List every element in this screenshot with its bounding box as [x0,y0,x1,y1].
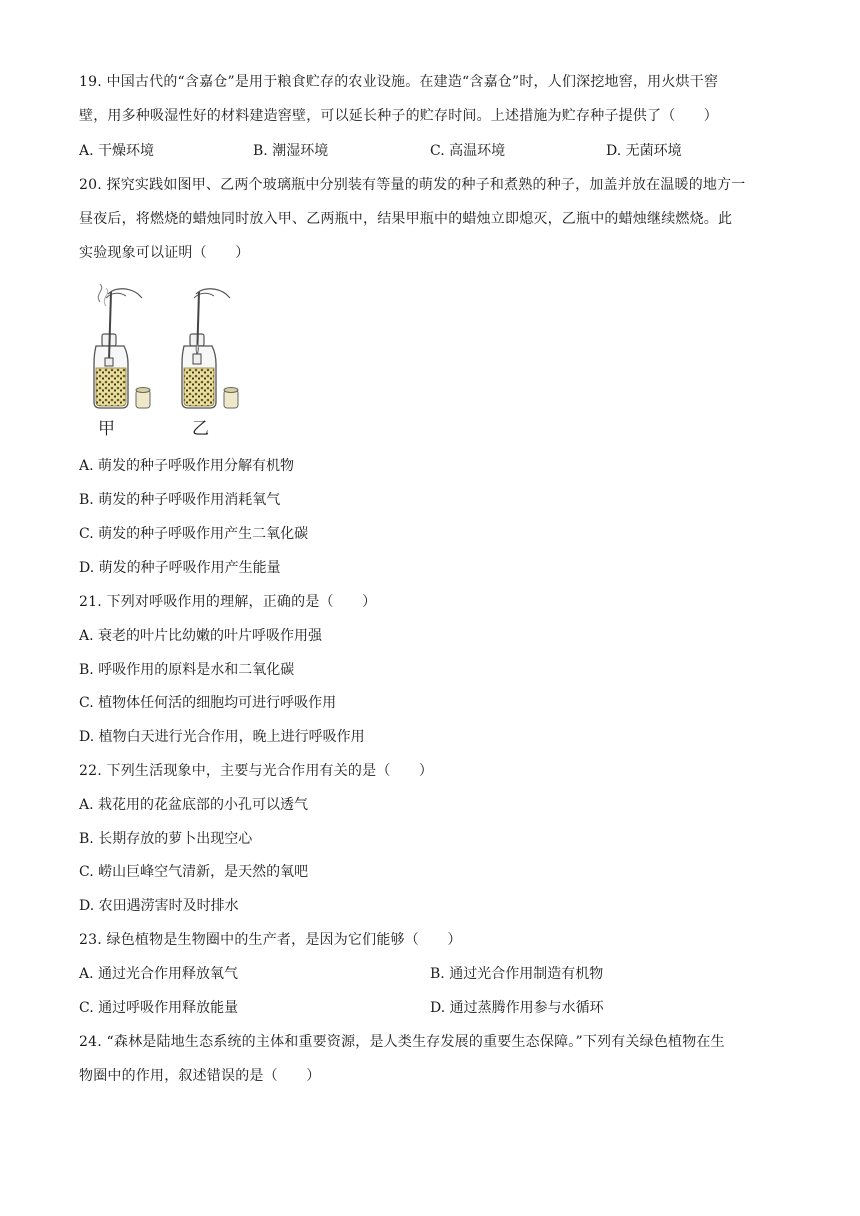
q20-option-c: C. 萌发的种子呼吸作用产生二氧化碳 [79,526,309,542]
q23-option-a: A. 通过光合作用释放氧气 [79,966,239,982]
q22-option-d: D. 农田遇涝害时及时排水 [79,898,239,914]
q19-option-d: D. 无菌环境 [606,143,682,159]
q19-option-b: B. 潮湿环境 [253,143,329,159]
q20-option-d: D. 萌发的种子呼吸作用产生能量 [79,560,281,576]
q23-option-c: C. 通过呼吸作用释放能量 [79,1000,239,1016]
q19-option-c: C. 高温环境 [430,143,506,159]
q24-stem-line-1: 24. “森林是陆地生态系统的主体和重要资源，是人类生存发展的重要生态保障。”下列有关绿色植物在生 [79,1034,725,1050]
q23-option-d: D. 通过蒸腾作用参与水循环 [430,1000,604,1016]
q19-stem-line-2: 壁，用多种吸湿性好的材料建造窖壁，可以延长种子的贮存时间。上述措施为贮存种子提供了（ ） [79,108,718,124]
q20-stem-line-3: 实验现象可以证明（ ） [79,245,250,261]
experiment-figure [86,284,246,444]
q21-stem: 21. 下列对呼吸作用的理解，正确的是（ ） [79,594,377,610]
q23-stem: 23. 绿色植物是生物圈中的生产者，是因为它们能够（ ） [79,932,462,948]
q20-stem-line-1: 20. 探究实践如图甲、乙两个玻璃瓶中分别装有等量的萌发的种子和煮熟的种子，加盖并放在温暖的地方一 [79,177,746,193]
figure-label-jia: 甲 [98,419,115,439]
q20-stem-line-2: 昼夜后，将燃烧的蜡烛同时放入甲、乙两瓶中，结果甲瓶中的蜡烛立即熄灭，乙瓶中的蜡烛继续燃烧。此 [79,211,733,227]
q22-option-a: A. 栽花用的花盆底部的小孔可以透气 [79,797,309,813]
q24-stem-line-2: 物圈中的作用，叙述错误的是（ ） [79,1068,321,1084]
q19-option-a: A. 干燥环境 [79,143,155,159]
figure-label-yi: 乙 [192,419,209,439]
q21-option-c: C. 植物体任何活的细胞均可进行呼吸作用 [79,695,337,711]
q21-option-d: D. 植物白天进行光合作用，晚上进行呼吸作用 [79,729,365,745]
q21-option-b: B. 呼吸作用的原料是水和二氧化碳 [79,662,295,678]
q20-option-a: A. 萌发的种子呼吸作用分解有机物 [79,458,295,474]
q20-option-b: B. 萌发的种子呼吸作用消耗氧气 [79,492,281,508]
q23-option-b: B. 通过光合作用制造有机物 [430,966,604,982]
q22-stem: 22. 下列生活现象中，主要与光合作用有关的是（ ） [79,763,434,779]
q21-option-a: A. 衰老的叶片比幼嫩的叶片呼吸作用强 [79,628,323,644]
q22-option-b: B. 长期存放的萝卜出现空心 [79,831,253,847]
jar-jia [94,284,150,408]
jar-illustration [86,284,246,414]
q19-stem-line-1: 19. 中国古代的“含嘉仓”是用于粮食贮存的农业设施。在建造“含嘉仓”时，人们深挖地窖，用火烘干窖 [79,74,719,90]
jar-yi [182,289,238,408]
q22-option-c: C. 崂山巨峰空气清新，是天然的氧吧 [79,864,309,880]
